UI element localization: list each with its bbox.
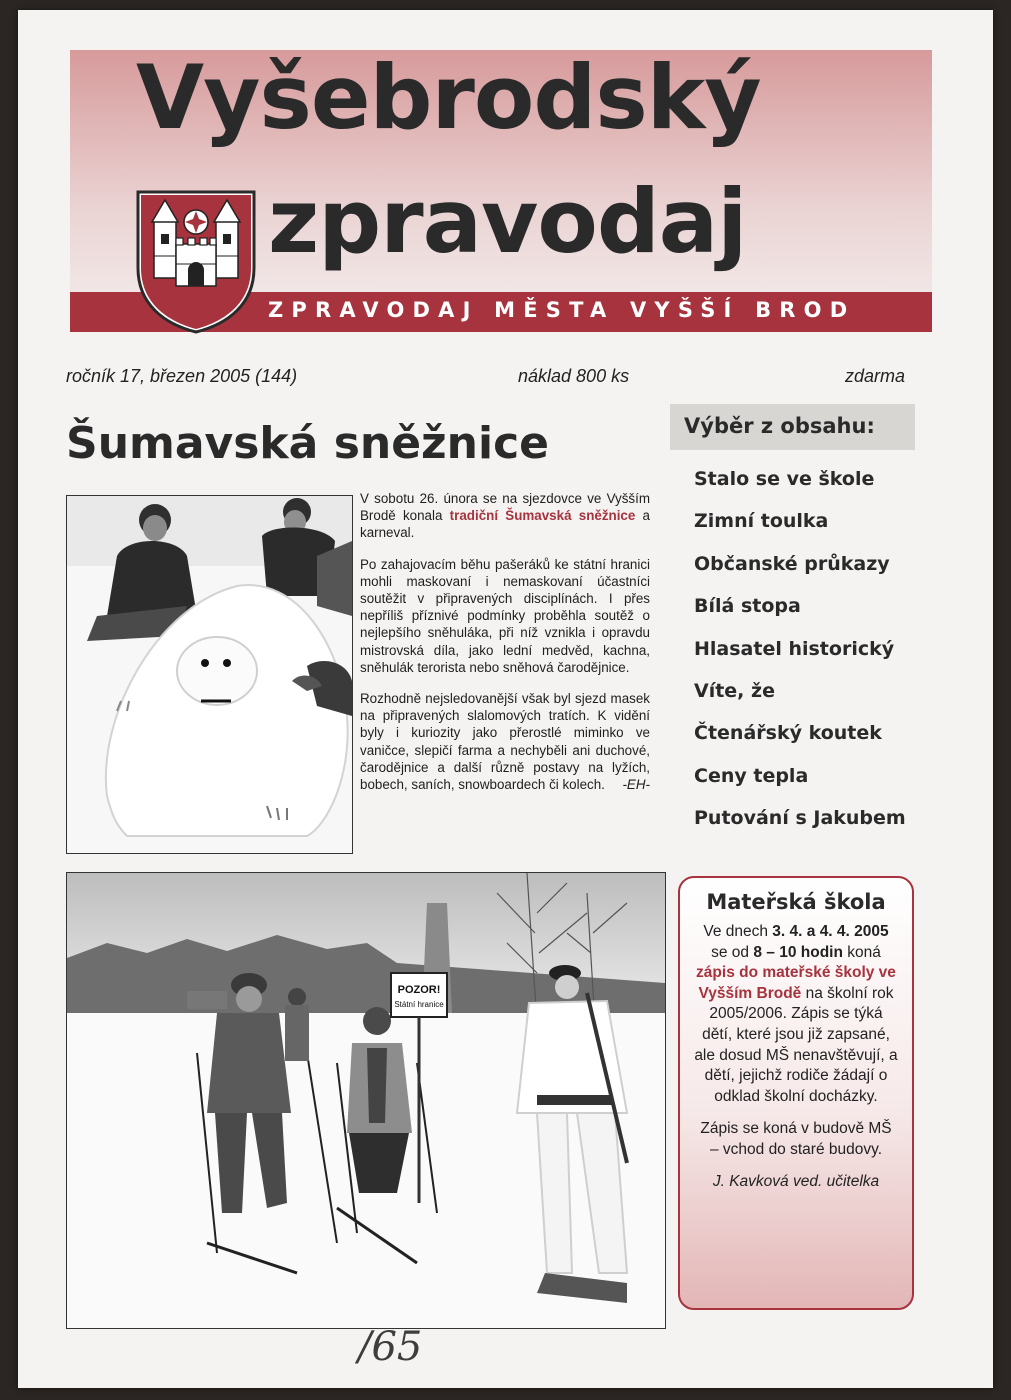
article-p1-text-a: V sobotu 26. února se na sjezdovce ve Vyšším Brodě konala (360, 491, 650, 524)
toc-item: Občanské průkazy (694, 552, 890, 575)
article-p1-highlight: tradiční Šumavská sněžnice (449, 508, 636, 524)
article-p1-text-b: a karneval. (360, 508, 651, 541)
kindergarten-text-3: koná (842, 943, 881, 961)
kindergarten-place: Zápis se koná v budově MŠ – vchod do staré budovy. (700, 1120, 892, 1158)
toc-list (694, 468, 906, 850)
toc-item: Putování s Jakubem (694, 807, 906, 830)
issue-volume: ročník 17, březen 2005 (144) (66, 366, 298, 386)
article-paragraph-1 (360, 490, 650, 542)
issue-price: zdarma (845, 366, 906, 386)
article-paragraph-2: Po zahajovacím běhu pašeráků ke státní hranici mohli maskovaní i nemaskovaní účastníci soutěžit v připravených disciplínách. I přes nepříliš příznivé podmínky proběhla soutěž o nejlepšího sněhuláka, při níž vznikla i opravdu mistrovská díla, jako lední medvěd, kachna, sněhulák terorista nebo sněhová čarodějnice. (360, 556, 650, 675)
article-signature: -EH- (622, 777, 650, 793)
border-sign-line2: Státní hranice (394, 1000, 444, 1009)
article-p3-text: Rozhodně nejsledovanější však byl sjezd masek na připravených slalomových tratích. K vidění byly i kuriozity jako přerostlé miminko ve vaničce, slepičí farma a nechyběli ani duchové, čarodějnice a další různě postavy na lyžích, bobech, saních, snowboardech či kolech. (360, 691, 650, 793)
article-paragraph-3 (360, 690, 650, 793)
skiers-photo (66, 872, 666, 1329)
toc-item: Stalo se ve škole (694, 468, 875, 490)
toc-title: Výběr z obsahu: (684, 414, 875, 438)
article-text (360, 490, 650, 807)
issue-circulation: náklad 800 ks (518, 366, 630, 386)
toc-item: Hlasatel historický (694, 637, 895, 660)
handwritten-note (338, 1310, 458, 1380)
newspaper-page (18, 10, 993, 1388)
kindergarten-highlight: zápis do mateřské školy ve Vyšším Brodě (696, 964, 896, 1002)
town-coat-of-arms-icon (132, 186, 260, 334)
toc-item: Čtenářský koutek (694, 722, 882, 745)
toc-item: Víte, že (694, 679, 775, 702)
kindergarten-body (694, 922, 898, 1107)
kindergarten-hours: 8 – 10 hodin (753, 943, 843, 961)
handwritten-number: /65 (358, 1324, 423, 1370)
toc-item: Zimní toulka (694, 510, 829, 533)
kindergarten-signature: J. Kavková ved. učitelka (712, 1172, 880, 1190)
kindergarten-text-2: se od (711, 943, 754, 961)
masthead-title-line2: zpravodaj (268, 170, 747, 273)
kindergarten-text-4: na školní rok 2005/2006. Zápis se týká dětí, které jsou již zapsané, ale dosud MŠ nenavštěvují, a dětí, jejichž rodiče žádají o odklad školní docházky. (694, 984, 898, 1105)
toc-header (670, 404, 915, 450)
article-headline: Šumavská sněžnice (66, 418, 549, 469)
kindergarten-notice (678, 876, 914, 1310)
snow-sculpture-photo (66, 495, 353, 854)
kindergarten-dates: 3. 4. a 4. 4. 2005 (772, 923, 889, 940)
kindergarten-title: Mateřská škola (706, 890, 886, 914)
toc-item: Ceny tepla (694, 764, 809, 787)
kindergarten-text-1: Ve dnech (703, 923, 773, 940)
masthead-title-line1: Vyšebrodský (136, 46, 761, 149)
masthead-subtitle: ZPRAVODAJ MĚSTA VYŠŠÍ BROD (268, 298, 856, 322)
border-sign-line1: POZOR! (397, 984, 441, 996)
toc-item: Bílá stopa (694, 595, 801, 618)
